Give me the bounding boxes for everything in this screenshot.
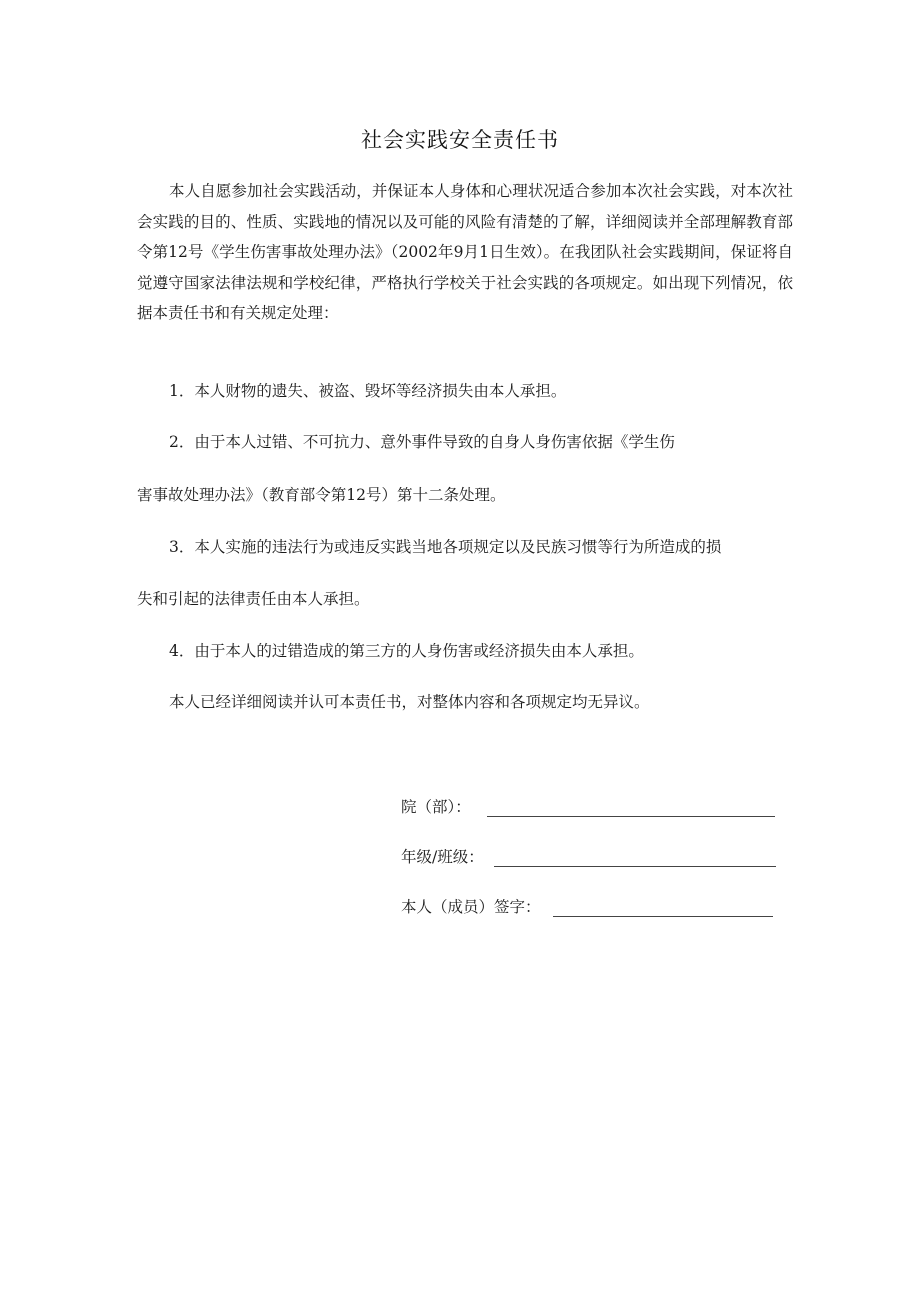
clause-4: 4．由于本人的过错造成的第三方的人身伤害或经济损失由本人承担。	[169, 642, 644, 660]
clause-3-line-1: 3．本人实施的违法行为或违反实践当地各项规定以及民族习惯等行为所造成的损	[169, 538, 722, 556]
intro-paragraph: 本人自愿参加社会实践活动，并保证本人身体和心理状况适合参加本次社会实践，对本次社会实践的目的、性质、实践地的情况以及可能的风险有清楚的了解，详细阅读并全部理解教育部令第12号《学生伤害事故处理办法》（2002年9月1日生效）。在我团队社会实践期间，保证将自觉遵守国家法律法规和学校纪律，严格执行学校关于社会实践的各项规定。如出现下列情况，依据本责任书和有关规定处理：	[137, 182, 793, 322]
department-label: 院（部）：	[401, 798, 471, 816]
signer-blank-line[interactable]	[553, 898, 773, 917]
document-title: 社会实践安全责任书	[361, 128, 559, 152]
clause-2-line-2: 害事故处理办法》（教育部令第12号）第十二条处理。	[137, 486, 506, 504]
clause-2-line-1: 2．由于本人过错、不可抗力、意外事件导致的自身人身伤害依据《学生伤	[169, 433, 675, 451]
signer-label: 本人（成员）签字：	[401, 898, 541, 916]
closing-statement: 本人已经详细阅读并认可本责任书，对整体内容和各项规定均无异议。	[169, 693, 650, 711]
class-label: 年级/班级：	[401, 848, 484, 866]
department-signature-row	[401, 795, 775, 817]
department-blank-line[interactable]	[487, 798, 775, 817]
signer-signature-row	[401, 895, 773, 917]
clause-1: 1．本人财物的遗失、被盗、毁坏等经济损失由本人承担。	[169, 382, 567, 400]
class-blank-line[interactable]	[494, 848, 776, 867]
class-signature-row	[401, 845, 776, 867]
clause-3-line-2: 失和引起的法律责任由本人承担。	[137, 590, 370, 608]
